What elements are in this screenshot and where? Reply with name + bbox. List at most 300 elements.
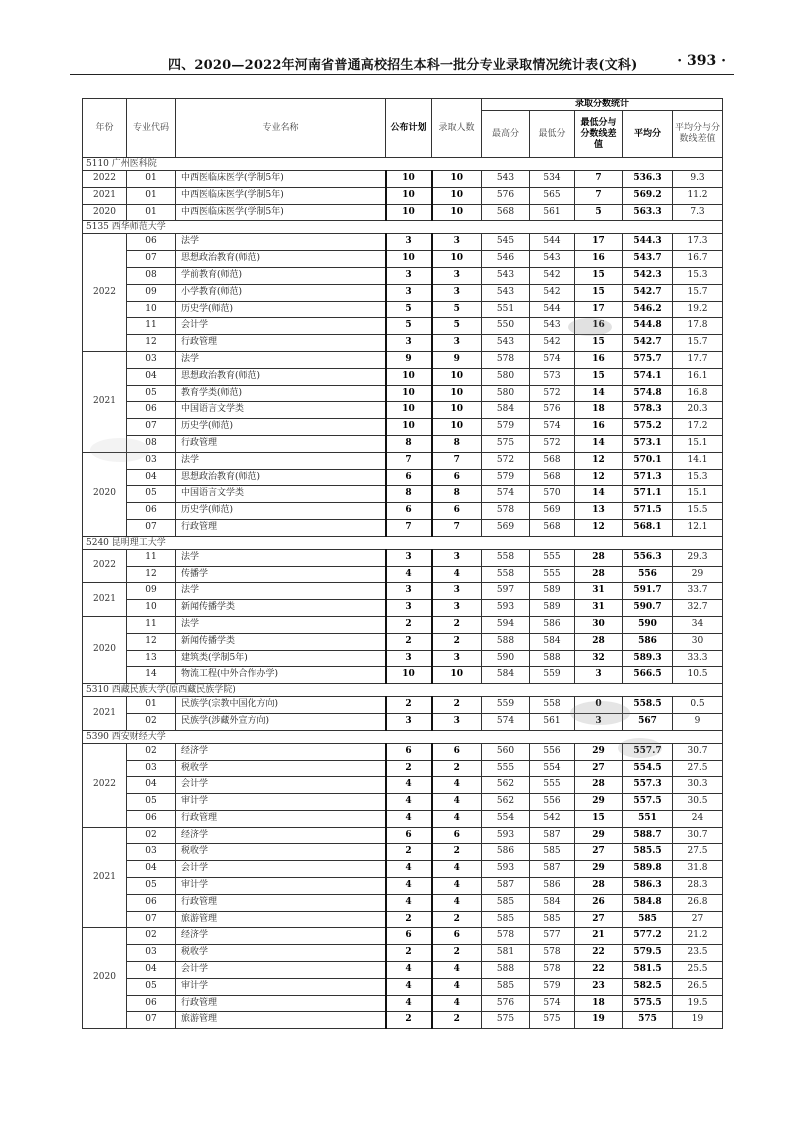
major-code-cell: 02 <box>127 743 176 760</box>
page-number: · 393 · <box>677 53 726 69</box>
admitted-cell: 10 <box>432 385 482 402</box>
avg-diff-cell: 17.3 <box>673 234 723 251</box>
avg-score-cell: 557.7 <box>623 743 673 760</box>
min-diff-cell: 29 <box>575 743 623 760</box>
table-body <box>83 158 723 1029</box>
min-score-cell: 542 <box>530 810 575 827</box>
avg-score-cell: 575.5 <box>623 995 673 1012</box>
major-name-cell: 教育学类(师范) <box>176 385 386 402</box>
admitted-cell: 4 <box>432 777 482 794</box>
min-diff-cell: 27 <box>575 844 623 861</box>
table-row <box>83 600 723 617</box>
admitted-cell: 10 <box>432 171 482 188</box>
min-score-cell: 561 <box>530 204 575 221</box>
table-row <box>83 995 723 1012</box>
avg-diff-cell: 15.1 <box>673 486 723 503</box>
max-score-cell: 550 <box>482 318 530 335</box>
admission-table <box>82 98 723 1029</box>
major-name-cell: 审计学 <box>176 794 386 811</box>
avg-diff-cell: 30.3 <box>673 777 723 794</box>
max-score-cell: 558 <box>482 549 530 566</box>
avg-score-cell: 577.2 <box>623 928 673 945</box>
admitted-cell: 8 <box>432 486 482 503</box>
avg-diff-cell: 15.5 <box>673 503 723 520</box>
table-row <box>83 368 723 385</box>
major-code-cell: 05 <box>127 385 176 402</box>
avg-diff-cell: 15.7 <box>673 335 723 352</box>
admitted-cell: 2 <box>432 697 482 714</box>
plan-cell: 3 <box>386 267 432 284</box>
avg-diff-cell: 11.2 <box>673 187 723 204</box>
avg-score-cell: 585 <box>623 911 673 928</box>
avg-score-cell: 571.1 <box>623 486 673 503</box>
min-score-cell: 584 <box>530 894 575 911</box>
avg-score-cell: 575.2 <box>623 419 673 436</box>
table-row <box>83 301 723 318</box>
max-score-cell: 551 <box>482 301 530 318</box>
avg-diff-cell: 26.8 <box>673 894 723 911</box>
school-header-row <box>83 684 723 697</box>
avg-diff-cell: 12.1 <box>673 519 723 536</box>
admitted-cell: 3 <box>432 267 482 284</box>
max-score-cell: 559 <box>482 697 530 714</box>
year-cell: 2020 <box>83 616 127 683</box>
min-diff-cell: 7 <box>575 171 623 188</box>
major-name-cell: 中国语言文学类 <box>176 402 386 419</box>
plan-cell: 7 <box>386 519 432 536</box>
major-code-cell: 12 <box>127 633 176 650</box>
admitted-cell: 4 <box>432 878 482 895</box>
table-row <box>83 318 723 335</box>
major-code-cell: 06 <box>127 402 176 419</box>
major-code-cell: 03 <box>127 760 176 777</box>
avg-score-cell: 544.3 <box>623 234 673 251</box>
admitted-cell: 4 <box>432 810 482 827</box>
min-diff-cell: 0 <box>575 697 623 714</box>
avg-diff-cell: 19 <box>673 1012 723 1029</box>
min-diff-cell: 23 <box>575 978 623 995</box>
major-name-cell: 行政管理 <box>176 435 386 452</box>
min-diff-cell: 3 <box>575 667 623 684</box>
school-label: 5240 昆明理工大学 <box>83 536 723 549</box>
max-score-cell: 545 <box>482 234 530 251</box>
min-score-cell: 568 <box>530 452 575 469</box>
major-name-cell: 旅游管理 <box>176 911 386 928</box>
max-score-cell: 590 <box>482 650 530 667</box>
col-max-score: 最高分 <box>482 111 530 158</box>
min-score-cell: 543 <box>530 251 575 268</box>
major-code-cell: 03 <box>127 452 176 469</box>
table-row <box>83 171 723 188</box>
min-diff-cell: 15 <box>575 810 623 827</box>
min-score-cell: 555 <box>530 549 575 566</box>
avg-score-cell: 578.3 <box>623 402 673 419</box>
avg-score-cell: 573.1 <box>623 435 673 452</box>
avg-diff-cell: 20.3 <box>673 402 723 419</box>
major-name-cell: 会计学 <box>176 777 386 794</box>
avg-diff-cell: 30.7 <box>673 743 723 760</box>
avg-diff-cell: 29.3 <box>673 549 723 566</box>
max-score-cell: 593 <box>482 600 530 617</box>
table-row <box>83 187 723 204</box>
avg-score-cell: 563.3 <box>623 204 673 221</box>
table-row <box>83 251 723 268</box>
max-score-cell: 543 <box>482 335 530 352</box>
major-name-cell: 法学 <box>176 452 386 469</box>
min-score-cell: 584 <box>530 633 575 650</box>
avg-diff-cell: 24 <box>673 810 723 827</box>
avg-score-cell: 568.1 <box>623 519 673 536</box>
major-code-cell: 03 <box>127 844 176 861</box>
min-score-cell: 576 <box>530 402 575 419</box>
school-header-row <box>83 730 723 743</box>
max-score-cell: 546 <box>482 251 530 268</box>
min-score-cell: 542 <box>530 267 575 284</box>
table-row <box>83 351 723 368</box>
max-score-cell: 575 <box>482 1012 530 1029</box>
major-code-cell: 09 <box>127 284 176 301</box>
admitted-cell: 4 <box>432 566 482 583</box>
min-score-cell: 569 <box>530 503 575 520</box>
avg-diff-cell: 33.3 <box>673 650 723 667</box>
max-score-cell: 572 <box>482 452 530 469</box>
min-score-cell: 589 <box>530 600 575 617</box>
table-row <box>83 743 723 760</box>
major-code-cell: 04 <box>127 777 176 794</box>
avg-score-cell: 544.8 <box>623 318 673 335</box>
admitted-cell: 5 <box>432 301 482 318</box>
table-row <box>83 267 723 284</box>
admitted-cell: 3 <box>432 335 482 352</box>
avg-diff-cell: 25.5 <box>673 962 723 979</box>
avg-score-cell: 542.7 <box>623 335 673 352</box>
min-diff-cell: 28 <box>575 777 623 794</box>
min-score-cell: 587 <box>530 827 575 844</box>
min-diff-cell: 28 <box>575 566 623 583</box>
min-diff-cell: 3 <box>575 713 623 730</box>
plan-cell: 5 <box>386 301 432 318</box>
plan-cell: 8 <box>386 435 432 452</box>
min-score-cell: 556 <box>530 794 575 811</box>
plan-cell: 2 <box>386 911 432 928</box>
major-name-cell: 民族学(宗教中国化方向) <box>176 697 386 714</box>
school-header-row <box>83 158 723 171</box>
admitted-cell: 3 <box>432 234 482 251</box>
major-code-cell: 04 <box>127 962 176 979</box>
major-code-cell: 10 <box>127 600 176 617</box>
plan-cell: 10 <box>386 187 432 204</box>
plan-cell: 10 <box>386 419 432 436</box>
avg-score-cell: 589.3 <box>623 650 673 667</box>
major-name-cell: 新闻传播学类 <box>176 600 386 617</box>
table-row <box>83 503 723 520</box>
admitted-cell: 9 <box>432 351 482 368</box>
table-row <box>83 713 723 730</box>
major-name-cell: 传播学 <box>176 566 386 583</box>
avg-diff-cell: 26.5 <box>673 978 723 995</box>
major-code-cell: 03 <box>127 351 176 368</box>
min-score-cell: 585 <box>530 911 575 928</box>
min-diff-cell: 15 <box>575 368 623 385</box>
avg-diff-cell: 10.5 <box>673 667 723 684</box>
admitted-cell: 2 <box>432 844 482 861</box>
table-row <box>83 861 723 878</box>
major-name-cell: 思想政治教育(师范) <box>176 251 386 268</box>
min-diff-cell: 30 <box>575 616 623 633</box>
major-name-cell: 审计学 <box>176 878 386 895</box>
admitted-cell: 7 <box>432 519 482 536</box>
avg-diff-cell: 16.1 <box>673 368 723 385</box>
table-row <box>83 911 723 928</box>
avg-score-cell: 557.3 <box>623 777 673 794</box>
avg-score-cell: 566.5 <box>623 667 673 684</box>
max-score-cell: 584 <box>482 402 530 419</box>
min-score-cell: 574 <box>530 419 575 436</box>
min-diff-cell: 28 <box>575 878 623 895</box>
avg-diff-cell: 17.7 <box>673 351 723 368</box>
min-score-cell: 544 <box>530 234 575 251</box>
avg-diff-cell: 21.2 <box>673 928 723 945</box>
avg-score-cell: 589.8 <box>623 861 673 878</box>
max-score-cell: 593 <box>482 827 530 844</box>
plan-cell: 6 <box>386 469 432 486</box>
admitted-cell: 10 <box>432 419 482 436</box>
avg-score-cell: 558.5 <box>623 697 673 714</box>
major-name-cell: 税收学 <box>176 945 386 962</box>
min-diff-cell: 12 <box>575 452 623 469</box>
admitted-cell: 8 <box>432 435 482 452</box>
major-name-cell: 思想政治教育(师范) <box>176 368 386 385</box>
min-diff-cell: 29 <box>575 861 623 878</box>
max-score-cell: 593 <box>482 861 530 878</box>
min-diff-cell: 32 <box>575 650 623 667</box>
min-score-cell: 578 <box>530 945 575 962</box>
col-major-code: 专业代码 <box>127 99 176 158</box>
min-score-cell: 570 <box>530 486 575 503</box>
avg-diff-cell: 27.5 <box>673 760 723 777</box>
avg-diff-cell: 30 <box>673 633 723 650</box>
plan-cell: 3 <box>386 335 432 352</box>
major-code-cell: 06 <box>127 234 176 251</box>
max-score-cell: 575 <box>482 435 530 452</box>
max-score-cell: 584 <box>482 667 530 684</box>
major-code-cell: 01 <box>127 171 176 188</box>
major-name-cell: 法学 <box>176 549 386 566</box>
plan-cell: 2 <box>386 616 432 633</box>
major-name-cell: 经济学 <box>176 928 386 945</box>
avg-diff-cell: 19.5 <box>673 995 723 1012</box>
min-diff-cell: 12 <box>575 469 623 486</box>
plan-cell: 10 <box>386 385 432 402</box>
major-code-cell: 07 <box>127 419 176 436</box>
avg-diff-cell: 27.5 <box>673 844 723 861</box>
admitted-cell: 3 <box>432 713 482 730</box>
table-row <box>83 486 723 503</box>
avg-score-cell: 542.3 <box>623 267 673 284</box>
table-row <box>83 335 723 352</box>
plan-cell: 2 <box>386 633 432 650</box>
avg-score-cell: 554.5 <box>623 760 673 777</box>
min-diff-cell: 14 <box>575 385 623 402</box>
major-code-cell: 07 <box>127 911 176 928</box>
plan-cell: 4 <box>386 566 432 583</box>
max-score-cell: 554 <box>482 810 530 827</box>
admitted-cell: 3 <box>432 549 482 566</box>
avg-diff-cell: 34 <box>673 616 723 633</box>
major-name-cell: 历史学(师范) <box>176 301 386 318</box>
avg-diff-cell: 15.3 <box>673 267 723 284</box>
admitted-cell: 6 <box>432 503 482 520</box>
plan-cell: 6 <box>386 928 432 945</box>
min-diff-cell: 31 <box>575 600 623 617</box>
min-diff-cell: 16 <box>575 351 623 368</box>
major-name-cell: 行政管理 <box>176 894 386 911</box>
table-row <box>83 650 723 667</box>
plan-cell: 4 <box>386 777 432 794</box>
col-admitted: 录取人数 <box>432 99 482 158</box>
col-avg-score: 平均分 <box>623 111 673 158</box>
table-row <box>83 844 723 861</box>
min-score-cell: 542 <box>530 284 575 301</box>
admitted-cell: 4 <box>432 962 482 979</box>
plan-cell: 2 <box>386 1012 432 1029</box>
plan-cell: 3 <box>386 600 432 617</box>
max-score-cell: 560 <box>482 743 530 760</box>
major-name-cell: 历史学(师范) <box>176 503 386 520</box>
admitted-cell: 10 <box>432 187 482 204</box>
school-header-row <box>83 221 723 234</box>
min-score-cell: 561 <box>530 713 575 730</box>
min-score-cell: 573 <box>530 368 575 385</box>
major-name-cell: 民族学(涉藏外宣方向) <box>176 713 386 730</box>
major-code-cell: 14 <box>127 667 176 684</box>
major-code-cell: 12 <box>127 566 176 583</box>
avg-score-cell: 575.7 <box>623 351 673 368</box>
max-score-cell: 562 <box>482 794 530 811</box>
page-title: 四、2020—2022年河南省普通高校招生本科一批分专业录取情况统计表(文科) <box>168 58 638 73</box>
avg-diff-cell: 0.5 <box>673 697 723 714</box>
avg-score-cell: 546.2 <box>623 301 673 318</box>
year-cell: 2021 <box>83 697 127 731</box>
major-code-cell: 01 <box>127 204 176 221</box>
min-diff-cell: 14 <box>575 435 623 452</box>
school-label: 5310 西藏民族大学(原西藏民族学院) <box>83 684 723 697</box>
avg-score-cell: 571.3 <box>623 469 673 486</box>
min-score-cell: 586 <box>530 616 575 633</box>
plan-cell: 9 <box>386 351 432 368</box>
avg-score-cell: 584.8 <box>623 894 673 911</box>
table-row <box>83 827 723 844</box>
year-cell: 2022 <box>83 171 127 188</box>
min-diff-cell: 29 <box>575 827 623 844</box>
avg-diff-cell: 16.7 <box>673 251 723 268</box>
max-score-cell: 576 <box>482 187 530 204</box>
major-code-cell: 04 <box>127 368 176 385</box>
min-diff-cell: 5 <box>575 204 623 221</box>
min-diff-cell: 12 <box>575 519 623 536</box>
plan-cell: 3 <box>386 549 432 566</box>
avg-score-cell: 586.3 <box>623 878 673 895</box>
table-row <box>83 978 723 995</box>
min-score-cell: 542 <box>530 335 575 352</box>
col-plan: 公布计划 <box>386 99 432 158</box>
avg-score-cell: 585.5 <box>623 844 673 861</box>
table-row <box>83 616 723 633</box>
min-diff-cell: 16 <box>575 251 623 268</box>
admitted-cell: 2 <box>432 945 482 962</box>
min-diff-cell: 28 <box>575 549 623 566</box>
plan-cell: 6 <box>386 827 432 844</box>
major-name-cell: 行政管理 <box>176 335 386 352</box>
avg-score-cell: 556 <box>623 566 673 583</box>
max-score-cell: 586 <box>482 844 530 861</box>
school-label: 5110 广州医科院 <box>83 158 723 171</box>
min-diff-cell: 27 <box>575 760 623 777</box>
major-code-cell: 01 <box>127 697 176 714</box>
table-row <box>83 878 723 895</box>
min-score-cell: 589 <box>530 583 575 600</box>
admitted-cell: 10 <box>432 667 482 684</box>
avg-diff-cell: 31.8 <box>673 861 723 878</box>
avg-diff-cell: 19.2 <box>673 301 723 318</box>
major-code-cell: 08 <box>127 435 176 452</box>
avg-score-cell: 556.3 <box>623 549 673 566</box>
min-score-cell: 572 <box>530 385 575 402</box>
plan-cell: 2 <box>386 697 432 714</box>
min-diff-cell: 15 <box>575 284 623 301</box>
table-row <box>83 794 723 811</box>
min-diff-cell: 17 <box>575 301 623 318</box>
major-name-cell: 税收学 <box>176 844 386 861</box>
avg-diff-cell: 17.2 <box>673 419 723 436</box>
table-row <box>83 419 723 436</box>
admitted-cell: 10 <box>432 368 482 385</box>
max-score-cell: 543 <box>482 267 530 284</box>
table-row <box>83 962 723 979</box>
max-score-cell: 555 <box>482 760 530 777</box>
major-code-cell: 06 <box>127 503 176 520</box>
avg-score-cell: 536.3 <box>623 171 673 188</box>
table-row <box>83 667 723 684</box>
major-code-cell: 07 <box>127 519 176 536</box>
table-row <box>83 469 723 486</box>
plan-cell: 3 <box>386 583 432 600</box>
max-score-cell: 585 <box>482 911 530 928</box>
major-code-cell: 11 <box>127 318 176 335</box>
year-cell: 2020 <box>83 928 127 1029</box>
major-name-cell: 学前教育(师范) <box>176 267 386 284</box>
avg-diff-cell: 15.7 <box>673 284 723 301</box>
max-score-cell: 543 <box>482 171 530 188</box>
min-score-cell: 577 <box>530 928 575 945</box>
admitted-cell: 3 <box>432 600 482 617</box>
min-score-cell: 555 <box>530 777 575 794</box>
major-code-cell: 01 <box>127 187 176 204</box>
min-score-cell: 554 <box>530 760 575 777</box>
table-row <box>83 633 723 650</box>
admitted-cell: 10 <box>432 204 482 221</box>
major-name-cell: 经济学 <box>176 743 386 760</box>
col-avg-diff: 平均分与分数线差值 <box>673 111 723 158</box>
max-score-cell: 558 <box>482 566 530 583</box>
min-score-cell: 568 <box>530 519 575 536</box>
major-name-cell: 思想政治教育(师范) <box>176 469 386 486</box>
avg-diff-cell: 15.3 <box>673 469 723 486</box>
max-score-cell: 585 <box>482 978 530 995</box>
min-diff-cell: 27 <box>575 911 623 928</box>
avg-score-cell: 574.1 <box>623 368 673 385</box>
min-score-cell: 543 <box>530 318 575 335</box>
